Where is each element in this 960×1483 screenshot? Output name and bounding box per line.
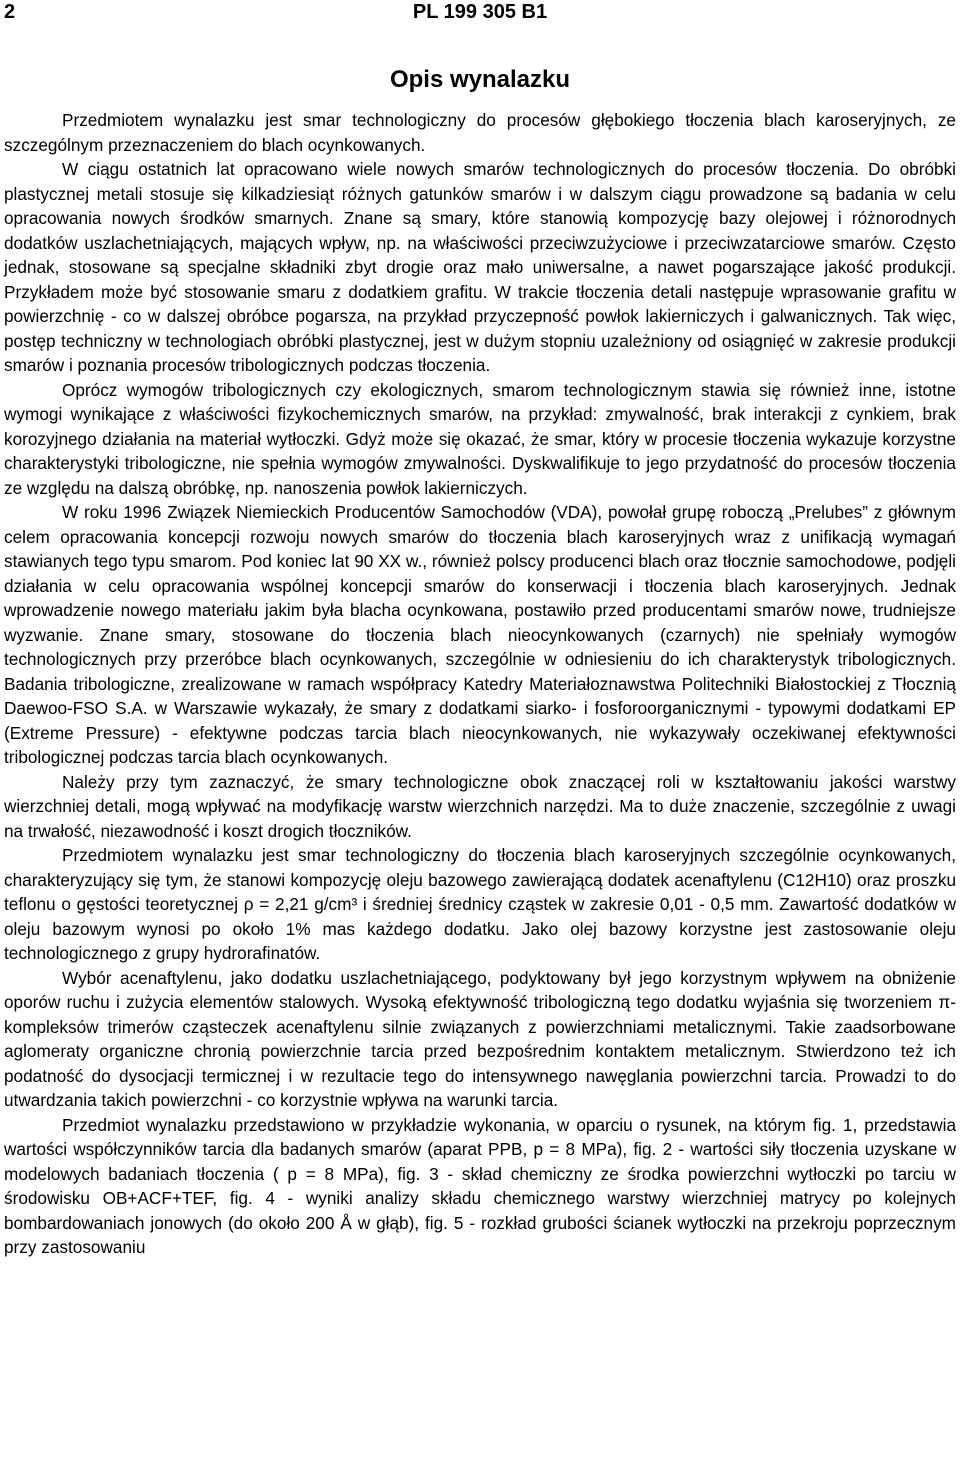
paragraph: Wybór acenaftylenu, jako dodatku uszlachetniającego, podyktowany był jego korzystnym wpływem na obniżenie oporów ruchu i zużycia elementów stalowych. Wysoką efektywność tribologiczną tego dodatku wyjaśnia się tworzeniem π-kompleksów trimerów cząsteczek acenaftylenu silnie związanych z powierzchniami metalicznymi. Takie zaadsorbowane aglomeraty organiczne chronią powierzchnie tarcia przed bezpośrednim kontaktem metalicznym. Stwierdzono też ich podatność do dysocjacji termicznej i w rezultacie tego do intensywnego nawęglania powierzchni tarcia. Prowadzi to do utwardzania takich powierzchni - co korzystnie wpływa na warunki tarcia. [4, 967, 956, 1110]
paragraph: Przedmiotem wynalazku jest smar technologiczny do tłoczenia blach karoseryjnych szczególnie ocynkowanych, charakteryzujący się tym, że stanowi kompozycję oleju bazowego zawierającą dodatek acenaftylenu (C12H10) oraz proszku teflonu o gęstości teoretycznej ρ = 2,21 g/cm³ i średniej średnicy cząstek w zakresie 0,01 - 0,5 mm. Zawartość dodatków w oleju bazowym wynosi po około 1% mas każdego dodatku. Jako olej bazowy korzystne jest zastosowanie oleju technologicznego z grupy hydrorafinatów. [4, 845, 956, 963]
document-title: Opis wynalazku [389, 66, 571, 93]
paragraph: Należy przy tym zaznaczyć, że smary technologiczne obok znaczącej roli w kształtowaniu jakości warstwy wierzchniej detali, mogą wpływać na modyfikację warstw wierzchnich narzędzi. Ma to duże znaczenie, szczególnie z uwagi na trwałość, niezawodność i koszt drogich tłoczników. [4, 771, 956, 841]
document-body [4, 108, 956, 1260]
page-number: 2 [4, 1, 16, 23]
paragraph: Przedmiotem wynalazku jest smar technologiczny do procesów głębokiego tłoczenia blach karoseryjnych, ze szczególnym przeznaczeniem do blach ocynkowanych. [4, 110, 956, 155]
paragraph: W ciągu ostatnich lat opracowano wiele nowych smarów technologicznych do procesów tłoczenia. Do obróbki plastycznej metali stosuje się kilkadziesiąt różnych gatunków smarów i w dalszym ciągu prowadzone są badania w celu opracowania nowych środków smarnych. Znane są smary, które stanowią kompozycję bazy olejowej i różnorodnych dodatków uszlachetniających, mających wpływ, np. na właściwości przeciwzużyciowe i przeciwzatarciowe smarów. Często jednak, stosowane są specjalne składniki zbyt drogie oraz mało uniwersalne, a nawet pogarszające jakość produkcji. Przykładem może być stosowanie smaru z dodatkiem grafitu. W trakcie tłoczenia detali następuje wprasowanie grafitu w powierzchnię - co w dalszej obróbce pogarsza, na przykład przyczepność powłok lakierniczych i galwanicznych. Tak więc, postęp techniczny w technologiach obróbki plastycznej, jest w dużym stopniu uzależniony od osiągnięć w zakresie produkcji smarów i poznania procesów tribologicznych podczas tłoczenia. [4, 159, 956, 375]
paragraph: Przedmiot wynalazku przedstawiono w przykładzie wykonania, w oparciu o rysunek, na którym fig. 1, przedstawia wartości współczynników tarcia dla badanych smarów (aparat PPB, p = 8 MPa), fig. 2 - wartości siły tłoczenia uzyskane w modelowych badaniach tłoczenia ( p = 8 MPa), fig. 3 - skład chemiczny ze środka powierzchni wytłoczki po tarciu w środowisku OB+ACF+TEF, fig. 4 - wyniki analizy składu chemicznego warstwy wierzchniej matrycy po kolejnych bombardowaniach jonowych (do około 200 Å w głąb), fig. 5 - rozkład grubości ścianek wytłoczki na przekroju poprzecznym przy zastosowaniu [4, 1114, 956, 1257]
patent-number: PL 199 305 B1 [412, 1, 548, 23]
paragraph: Oprócz wymogów tribologicznych czy ekologicznych, smarom technologicznym stawia się również inne, istotne wymogi wynikające z właściwości fizykochemicznych smarów, na przykład: zmywalność, brak interakcji z cynkiem, brak korozyjnego działania na materiał wytłoczki. Gdyż może się okazać, że smar, który w procesie tłoczenia wykazuje korzystne charakterystyki tribologiczne, nie spełnia wymogów zmywalności. Dyskwalifikuje to jego przydatność do procesów tłoczenia ze względu na dalszą obróbkę, np. nanoszenia powłok lakierniczych. [4, 379, 956, 498]
paragraph: W roku 1996 Związek Niemieckich Producentów Samochodów (VDA), powołał grupę roboczą „Prelubes” z głównym celem opracowania koncepcji rozwoju nowych smarów do tłoczenia blach karoseryjnych wraz z unifikacją wymagań stawianych tego typu smarom. Pod koniec lat 90 XX w., również polscy producenci blach oraz tłocznie samochodowe, podjęli działania w celu opracowania wspólnej koncepcji smarów do konserwacji i tłoczenia blach karoseryjnych. Jednak wprowadzenie nowego materiału jakim była blacha ocynkowana, postawiło przed producentami smarów nowe, trudniejsze wyzwanie. Znane smary, stosowane do tłoczenia blach nieocynkowanych (czarnych) nie spełniały wymogów technologicznych przy przeróbce blach ocynkowanych, szczególnie w odniesieniu do ich charakterystyk tribologicznych. Badania tribologiczne, zrealizowane w ramach współpracy Katedry Materiałoznawstwa Politechniki Białostockiej z Tłocznią Daewoo-FSO S.A. w Warszawie wykazały, że smary z dodatkami siarko- i fosforoorganicznymi - typowymi dodatkami EP (Extreme Pressure) - efektywne podczas tarcia blach nieocynkowanych, nie wykazywały oczekiwanej efektywności tribologicznej podczas tarcia blach ocynkowanych. [4, 502, 956, 767]
page-header [4, 0, 956, 30]
document-page [4, 0, 956, 1260]
